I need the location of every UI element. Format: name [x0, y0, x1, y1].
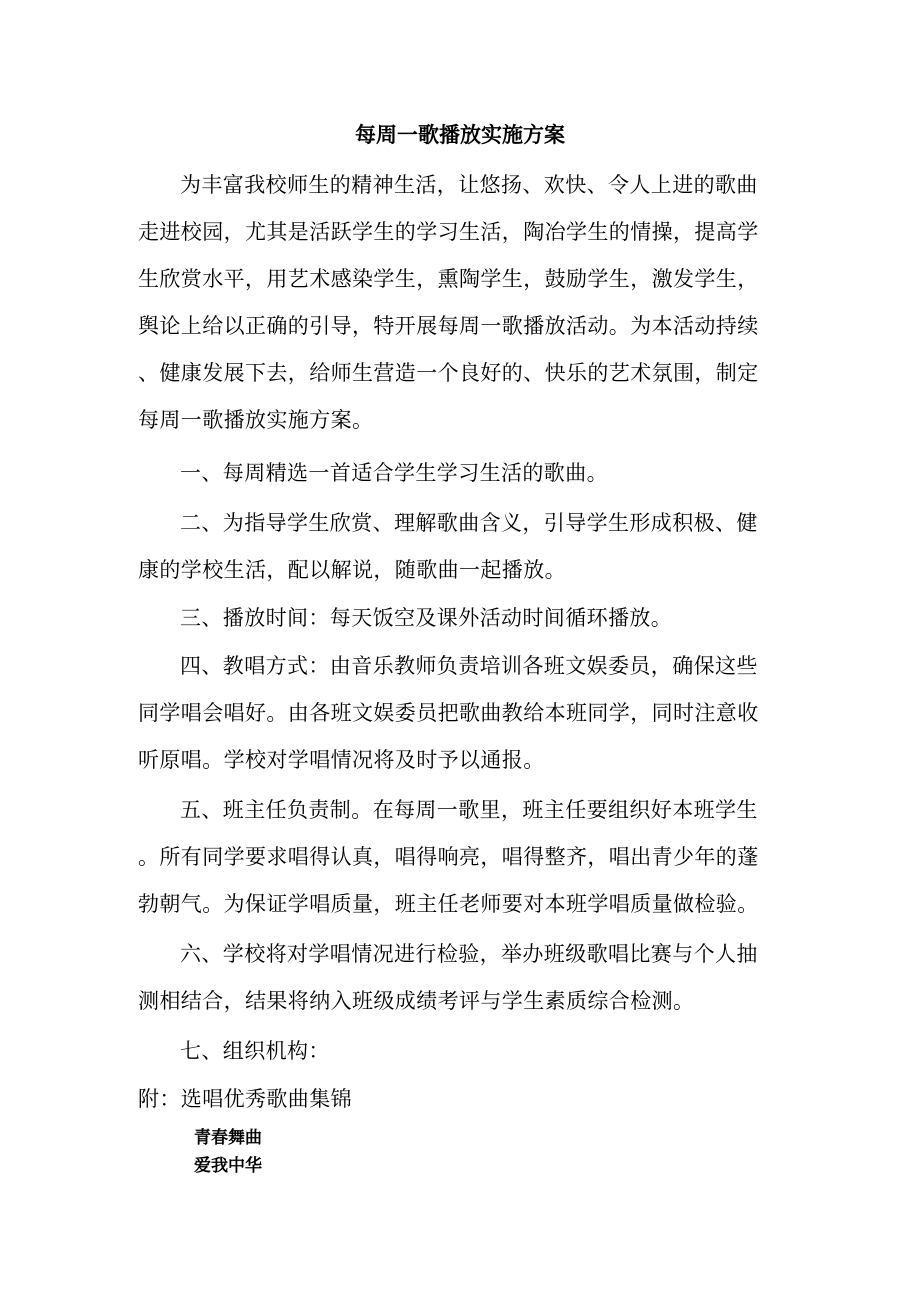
list-item-4: 四、教唱方式：由音乐教师负责培训各班文娱委员，确保这些	[180, 654, 758, 678]
paragraph-line: 为丰富我校师生的精神生活，让悠扬、欢快、令人上进的歌曲	[180, 173, 758, 197]
list-item-5: 五、班主任负责制。在每周一歌里，班主任要组织好本班学生	[180, 798, 758, 822]
paragraph-line: 、健康发展下去，给师生营造一个良好的、快乐的艺术氛围，制定	[138, 361, 759, 385]
paragraph-line: 同学唱会唱好。由各班文娱委员把歌曲教给本班同学，同时注意收	[138, 701, 759, 725]
paragraph-line: 勃朝气。为保证学唱质量，班主任老师要对本班学唱质量做检验。	[138, 892, 759, 916]
list-item-7: 七、组织机构：	[180, 1039, 330, 1063]
paragraph-line: 生欣赏水平，用艺术感染学生，熏陶学生，鼓励学生，激发学生，	[138, 267, 759, 291]
document-title: 每周一歌播放实施方案	[355, 123, 565, 147]
paragraph-line: 每周一歌播放实施方案。	[138, 408, 374, 432]
list-item-6: 六、学校将对学唱情况进行检验，举办班级歌唱比赛与个人抽	[180, 942, 758, 966]
paragraph-line: 。所有同学要求唱得认真，唱得响亮，唱得整齐，唱出青少年的蓬	[138, 845, 759, 869]
paragraph-line: 康的学校生活，配以解说，随歌曲一起播放。	[138, 558, 566, 582]
paragraph-line: 舆论上给以正确的引导，特开展每周一歌播放活动。为本活动持续	[138, 314, 759, 338]
list-item-3: 三、播放时间：每天饭空及课外活动时间循环播放。	[180, 606, 673, 630]
paragraph-line: 测相结合，结果将纳入班级成绩考评与学生素质综合检测。	[138, 989, 695, 1013]
paragraph-line: 走进校园，尤其是活跃学生的学习生活，陶冶学生的情操，提高学	[138, 220, 759, 244]
song-title: 青春舞曲	[194, 1128, 262, 1148]
song-title: 爱我中华	[194, 1156, 262, 1176]
paragraph-line: 听原唱。学校对学唱情况将及时予以通报。	[138, 748, 545, 772]
list-item-2: 二、为指导学生欣赏、理解歌曲含义，引导学生形成积极、健	[180, 511, 758, 535]
appendix-heading: 附：选唱优秀歌曲集锦	[138, 1087, 352, 1111]
list-item-1: 一、每周精选一首适合学生学习生活的歌曲。	[180, 461, 608, 485]
